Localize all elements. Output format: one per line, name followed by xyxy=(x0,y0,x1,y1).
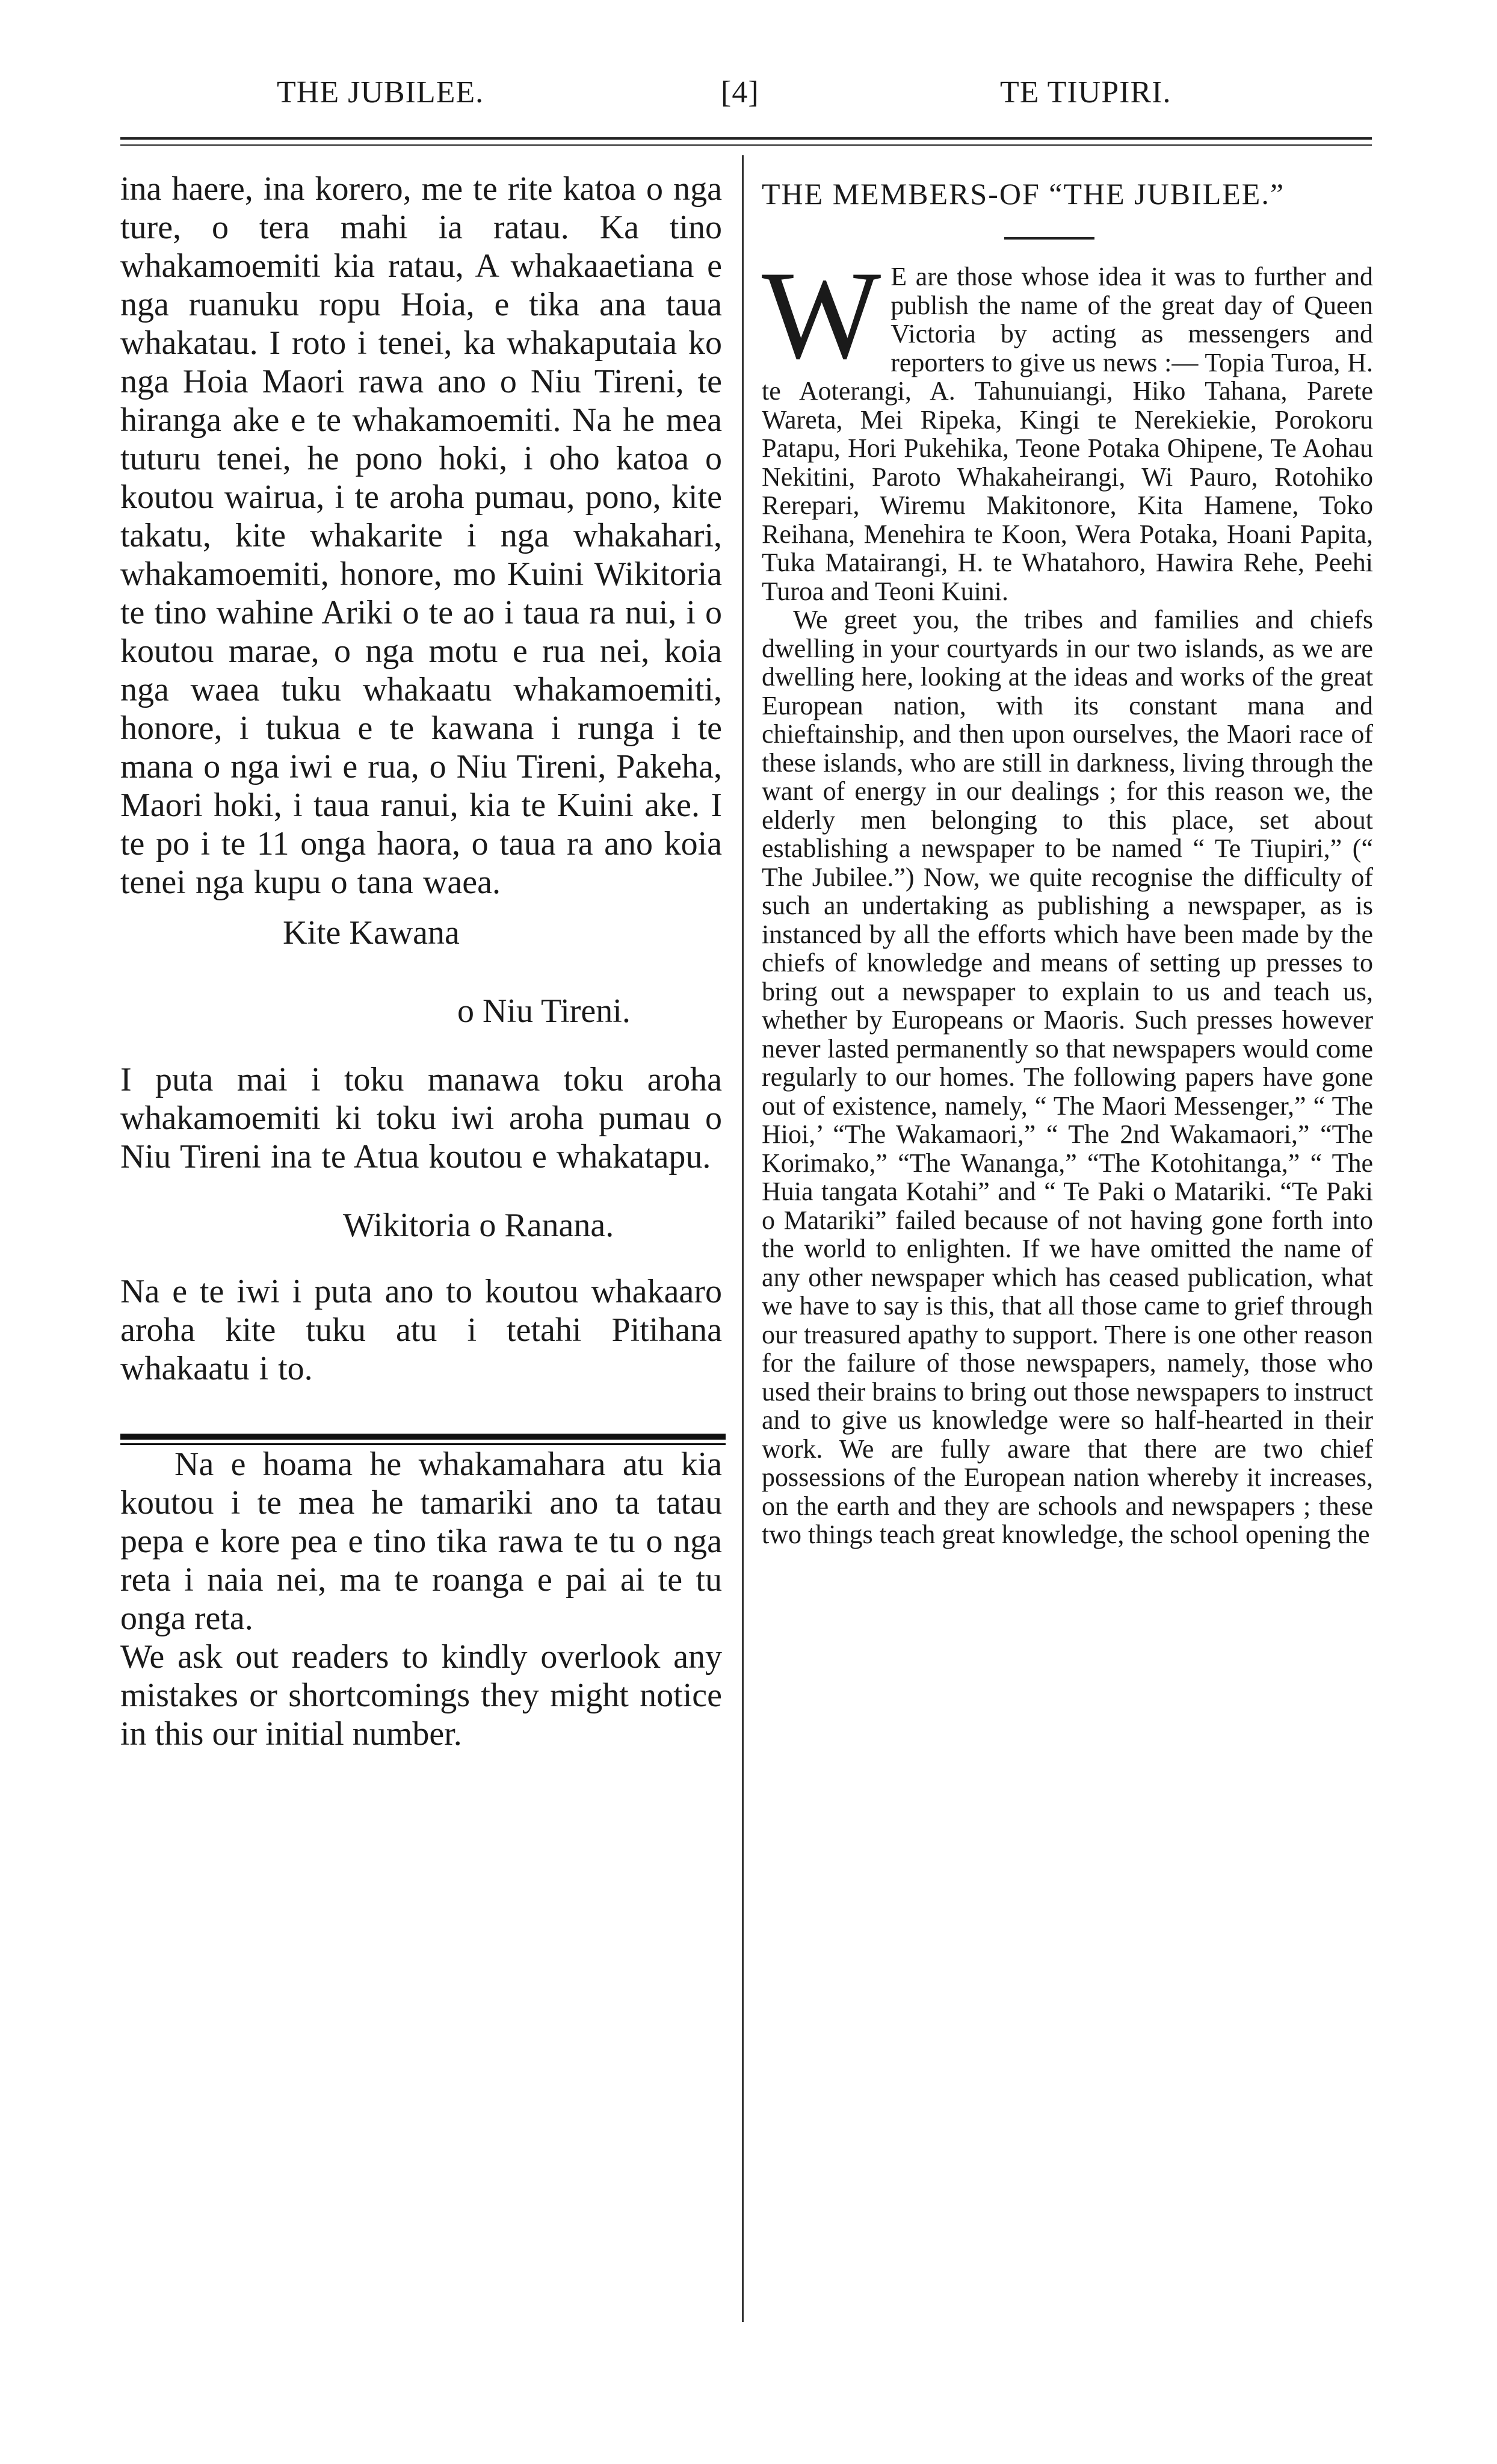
members-article-body xyxy=(762,246,1373,1549)
header-rule-thin xyxy=(120,144,1372,146)
members-list-text: E are those whose idea it was to further and publish the name of the great day of Queen Victoria by acting as messengers and reporters to give us news :— Topia Turoa, H. te Aoterangi, A. Tahunuiangi, Hiko Tahana, Parete Wareta, Mei Ripeka, Kingi te Nerekiekie, Porokoru Patapu, Hori Pukehika, Teone Potaka Ohipene, Te Aohau Nekitini, Paroto Whakaheirangi, Wi Pauro, Rotohiko Rerepari, Wiremu Makitonore, Kita Hamene, Toko Reihana, Menehira te Koon, Wera Potaka, Hoani Papita, Tuka Matairangi, H. te Whatahoro, Hawira Rehe, Peehi Turoa and Teoni Kuini. xyxy=(762,262,1373,606)
left-column xyxy=(120,170,722,1753)
members-heading: THE MEMBERS-OF “THE JUBILEE.” xyxy=(762,177,1285,211)
signature-kawana: Kite Kawana xyxy=(283,914,460,952)
queen-message-paragraph: I puta mai i toku manawa toku aroha whakamoemiti ki toku iwi aroha pumau o Niu Tireni ina te Atua koutou e whakatapu. xyxy=(120,1061,722,1175)
signature-niu-tireni: o Niu Tireni. xyxy=(457,992,631,1030)
signature-wikitoria: Wikitoria o Ranana. xyxy=(343,1207,614,1244)
header-rule-thick xyxy=(120,137,1372,140)
page-number: [4] xyxy=(721,75,759,110)
right-column xyxy=(762,170,1373,1549)
heading-short-rule xyxy=(1004,237,1094,240)
notice-maori: Na e hoama he whakamahara atu kia koutou i te mea he tamariki ano ta tatau pepa e kore pea e tino tika rawa te tu o nga reta i naia nei, ma te roanga e pai ai te tu onga reta. xyxy=(120,1446,722,1637)
greeting-paragraph: We greet you, the tribes and families and chiefs dwelling in your courtyards in our two islands, as we are dwelling here, looking at the ideas and works of the great European nation, with its constant mana and chieftainship, and then upon ourselves, the Maori race of these islands, who are still in darkness, living through the want of energy in our dealings ; for this reason we, the elderly men belonging to this place, set about establishing a newspaper to be named “ Te Tiupiri,” (“ The Jubilee.”) Now, we quite recognise the difficulty of such an undertaking as publishing a newspaper, as is instanced by all the efforts which have been made by the chiefs of knowledge and means of setting up presses to bring out a newspaper to explain to us and teach us, whether by Europeans or Maoris. Such presses however never lasted permanently so that newspapers would come regularly to our homes. The following papers have gone out of existence, namely, “ The Maori Messenger,” “ The Hioi,’ “The Wakamaori,” “ The 2nd Wakamaori,” “The Korimako,” “The Wananga,” “The Kotohitanga,” “ The Huia tangata Kotahi” and “ Te Paki o Matariki. “Te Paki o Matariki” failed because of not having gone forth into the world to enlighten. If we have omitted the name of any other newspaper which has ceased publication, what we have to say is this, that all those came to grief through our treasured apathy to support. There is one other reason for the failure of those newspapers, namely, those who used their brains to bring out those newspapers to instruct and to give us knowledge were so half-hearted in their work. We are fully aware that there are two chief possessions of the European nation whereby it increases, on the earth and they are schools and newspapers ; these two things teach great knowledge, the school opening the xyxy=(762,605,1373,1549)
maori-article-paragraph: ina haere, ina korero, me te rite katoa o nga ture, o tera mahi ia ratau. Ka tino whakamoemiti kia ratau, A whakaaetiana e nga ruanuku ropu Hoia, e tika ana taua whakatau. I roto i tenei, ka whakaputaia ko nga Hoia Maori rawa ano o Niu Tireni, te hiranga ake e te whakamoemiti. Na he mea tuturu tenei, he pono hoki, i oho katoa o koutou wairua, i te aroha pumau, pono, kite takatu, kite whakarite i nga whakahari, whakamoemiti, honore, mo Kuini Wikitoria te tino wahine Ariki o te ao i taua ra nui, i o koutou marae, o nga motu e rua nei, koia nga waea tuku whakaatu whakamoemiti, honore, i tukua e te kawana i runga i te mana o nga iwi e rua, o Niu Tireni, Pakeha, Maori hoki, i taua ranui, kia te Kuini ake. I te po i te 11 onga haora, o taua ra ano koia tenei nga kupu o tana waea. xyxy=(120,170,722,901)
running-header-right: TE TIUPIRI. xyxy=(1000,75,1171,110)
notice-english: We ask out readers to kindly overlook any mistakes or shortcomings they might notice in this our initial number. xyxy=(120,1638,722,1753)
section-rule-thick xyxy=(120,1434,726,1440)
members-list-paragraph xyxy=(762,246,1373,606)
running-header-left: THE JUBILEE. xyxy=(277,75,484,110)
column-divider xyxy=(742,155,744,2322)
drop-cap: W xyxy=(762,246,881,385)
petition-paragraph: Na e te iwi i puta ano to koutou whakaaro aroha kite tuku atu i tetahi Pitihana whakaatu i to. xyxy=(120,1273,722,1387)
